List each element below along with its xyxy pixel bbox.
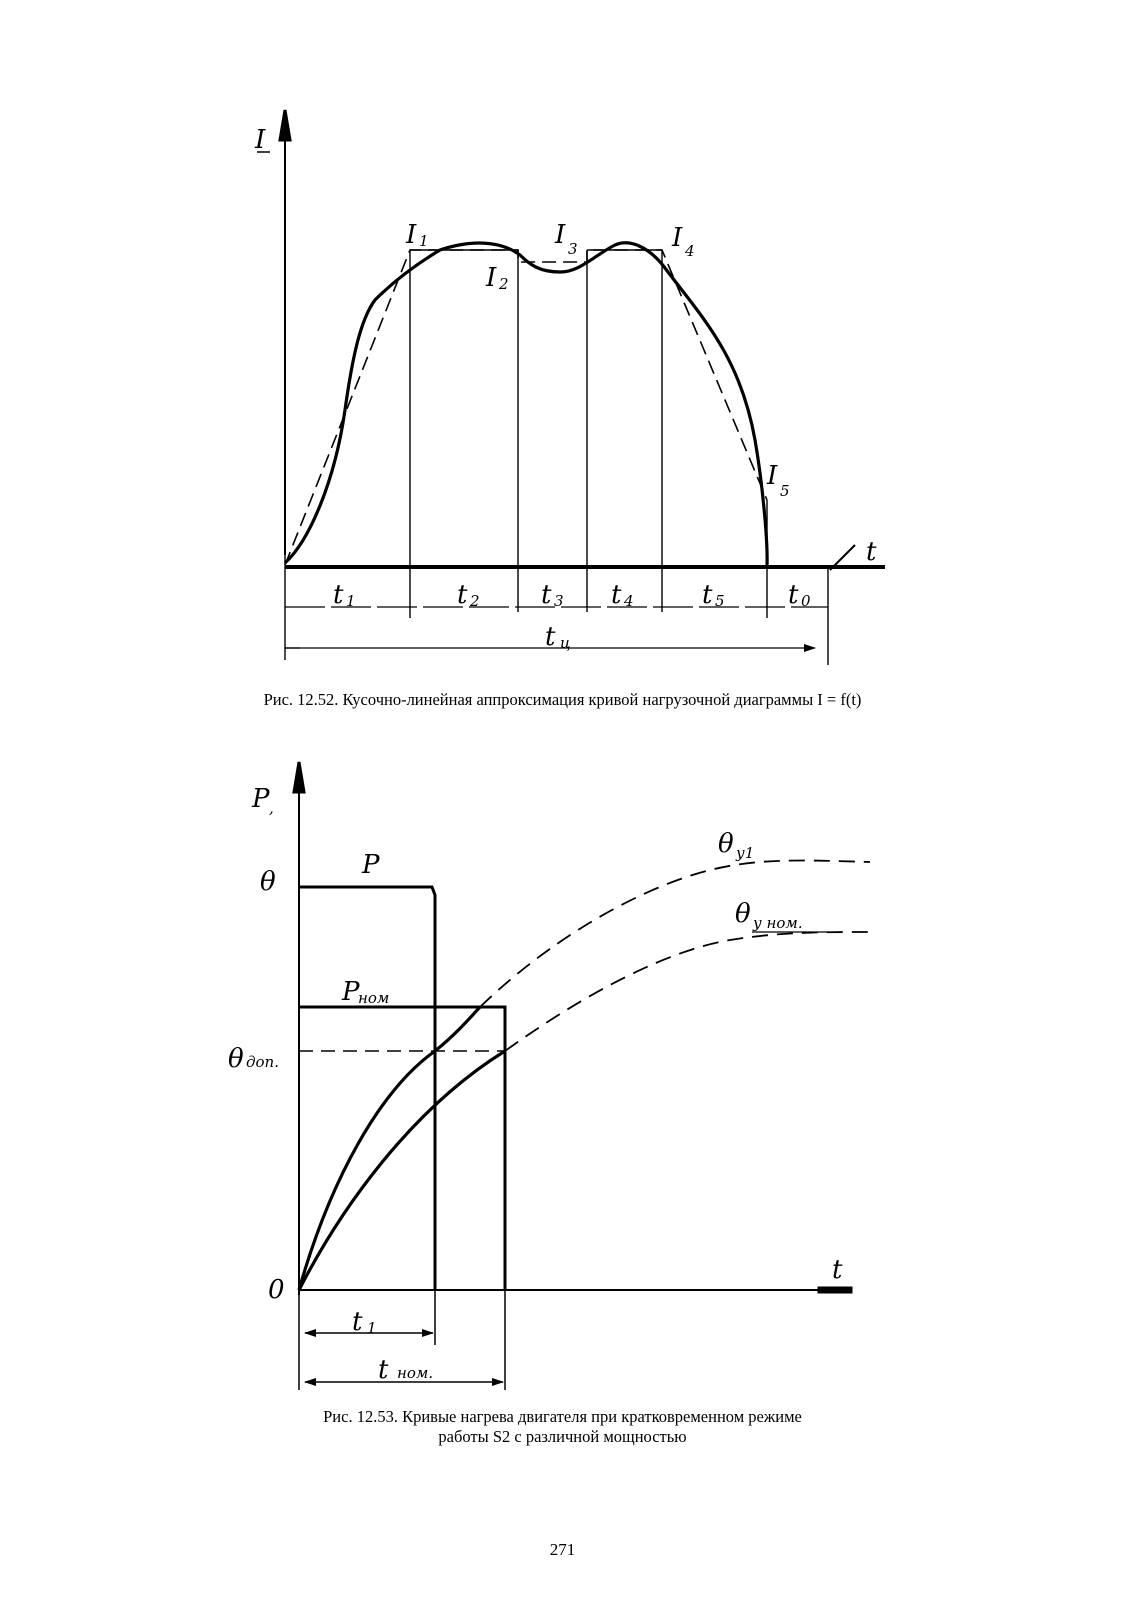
origin-label: 0 [268,1275,285,1305]
svg-text:,: , [269,799,274,817]
svg-text:5: 5 [715,592,725,610]
svg-text:t: t [788,580,799,610]
x-axis-label: t [866,537,877,567]
svg-text:t: t [545,622,556,652]
svg-text:3: 3 [568,240,578,258]
axes-2 [294,762,852,1295]
caption-line-1: Рис. 12.53. Кривые нагрева двигателя при кратковременном режиме [323,1407,802,1426]
heating-curve-nominal [299,1051,505,1290]
y-axis-label: I [255,125,266,155]
figure-12-52-caption: Рис. 12.52. Кусочно-линейная аппроксимация кривой нагрузочной диаграммы I = f(t) [263,690,862,709]
svg-text:5: 5 [780,482,790,500]
theta-allowed-label: θ [228,1044,244,1074]
time-nom-label: t [378,1355,389,1385]
svg-text:t: t [541,580,552,610]
y-axis-2-arrow [294,762,304,792]
figure-12-53 [0,740,1125,1390]
current-labels [405,220,790,500]
svg-text:I: I [486,263,497,293]
svg-text:0: 0 [801,592,811,610]
axes [280,110,885,570]
svg-text:ц: ц [560,634,571,652]
svg-text:2: 2 [499,275,509,293]
svg-text:I: I [555,220,566,250]
interval-labels [333,580,811,652]
y-axis-arrow [280,110,290,140]
svg-text:1: 1 [346,592,356,610]
figure-12-52 [0,0,1125,730]
svg-text:4: 4 [685,242,695,260]
svg-text:ном: ном [358,989,390,1007]
svg-text:у ном.: у ном. [753,914,803,932]
power-high-label: P [362,850,380,880]
x-axis-2-label: t [832,1255,843,1285]
svg-text:2: 2 [470,592,480,610]
theta-steady-nom-label: θ [735,899,751,929]
svg-text:доп.: доп. [246,1053,279,1071]
svg-text:3: 3 [554,592,564,610]
svg-text:I: I [406,220,417,250]
svg-text:I: I [672,223,683,253]
theta-steady-1-label: θ [718,829,734,859]
heating-curve-high-continuation [480,860,870,1007]
svg-text:t: t [702,580,713,610]
time-1-label: t [352,1307,363,1337]
svg-text:t: t [333,580,344,610]
svg-text:I: I [767,461,778,491]
interval-dimension [285,607,828,648]
power-rectangles [299,887,505,1290]
svg-text:1: 1 [367,1319,377,1337]
heating-curve-nominal-continuation [505,932,870,1051]
svg-text:t: t [611,580,622,610]
svg-text:ном.: ном. [397,1364,434,1382]
power-nominal-label: P [342,977,360,1007]
x-axis-2-arrow [818,1287,852,1293]
page-number: 271 [549,1540,576,1559]
caption-line-2: работы S2 с различной мощностью [438,1427,687,1446]
approximation-dashed [285,250,767,565]
svg-text:4: 4 [624,592,634,610]
theta-axis-label: θ [260,867,276,897]
svg-text:1: 1 [419,232,429,250]
figure-12-53-caption [0,1407,1125,1447]
svg-text:t: t [457,580,468,610]
heating-curve-high [299,1007,480,1290]
svg-text:у1: у1 [736,844,755,862]
load-curve [285,243,767,566]
y-axis-2-label: P [252,784,270,814]
